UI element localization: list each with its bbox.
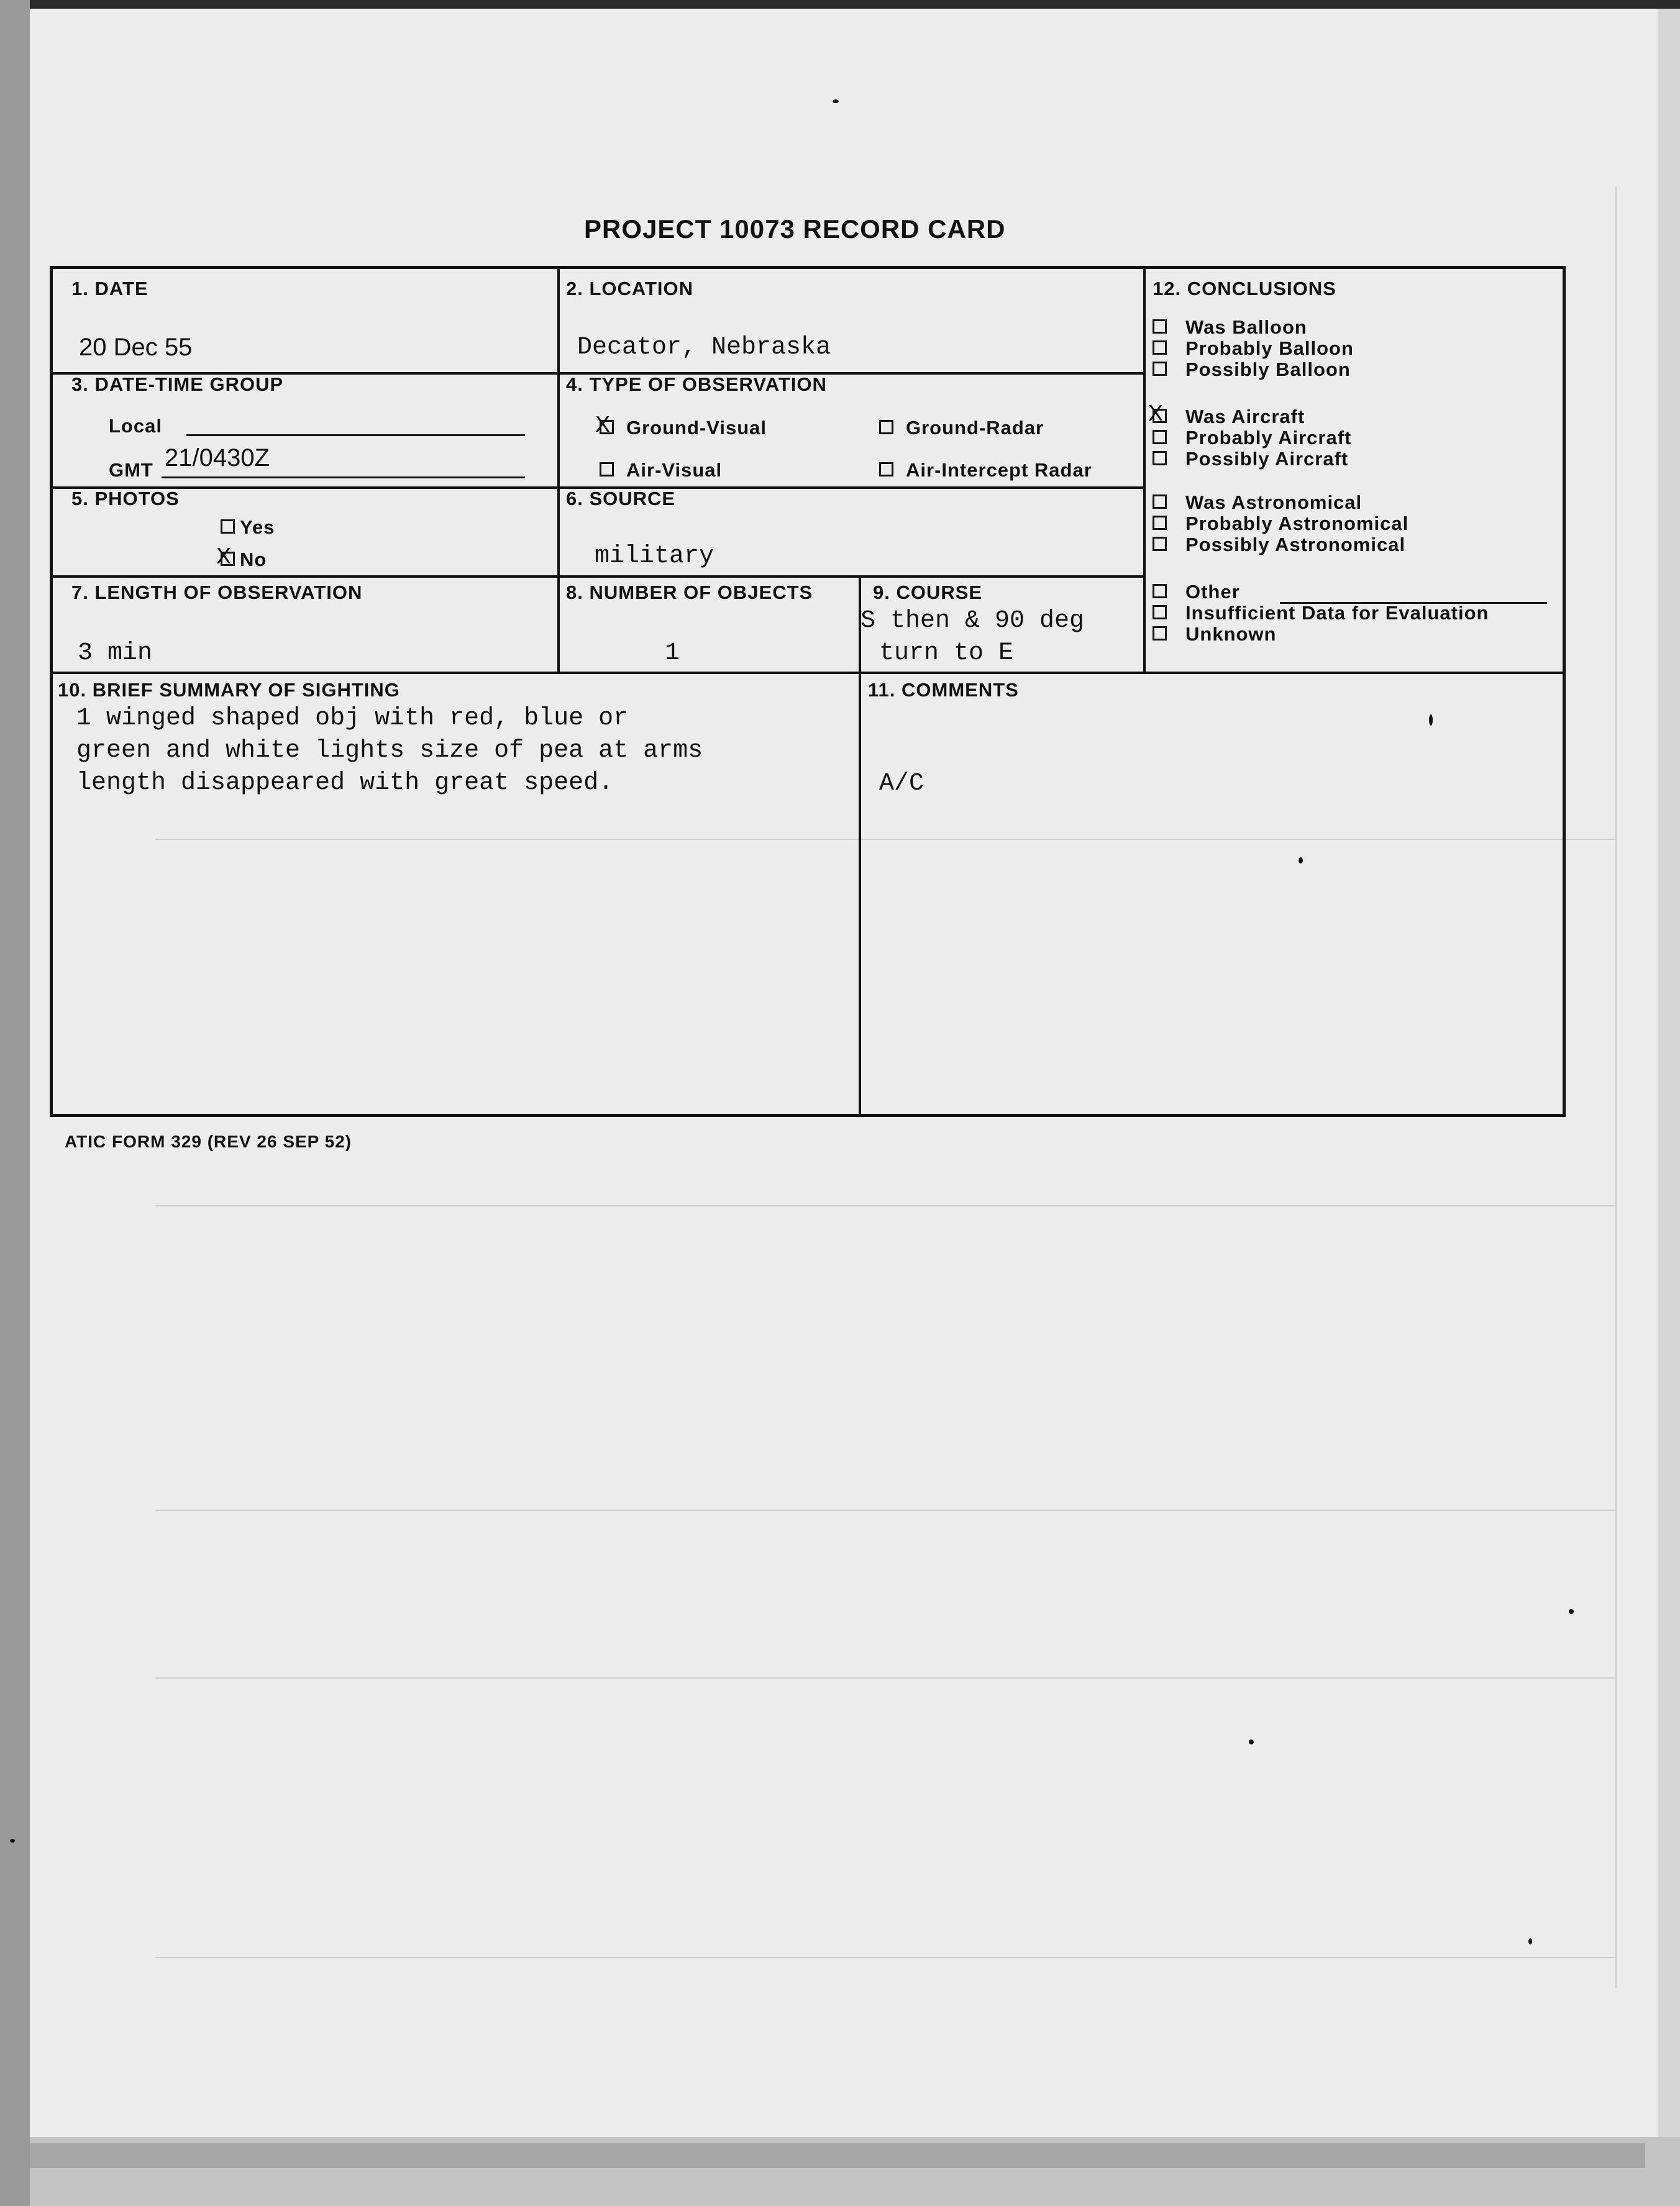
checkbox[interactable] [1153, 319, 1167, 334]
checkbox[interactable] [1153, 626, 1167, 640]
conclusion-option[interactable] [1153, 358, 1351, 381]
summary-line-2: green and white lights size of pea at arms [76, 737, 703, 765]
conclusions-label: 12. CONCLUSIONS [1153, 278, 1336, 299]
checkbox-checked[interactable] [221, 552, 235, 566]
gmt-value: 21/0430Z [165, 444, 270, 472]
location-label: 2. LOCATION [566, 278, 694, 299]
conclusion-label: Probably Aircraft [1185, 427, 1352, 449]
option-air-intercept-radar[interactable]: Air-Intercept Radar [879, 459, 1092, 481]
course-line-1: S then & 90 deg [861, 607, 1085, 635]
date-time-group-label: 3. DATE-TIME GROUP [71, 373, 284, 395]
number-of-objects-value: 1 [665, 639, 680, 667]
form-footer: ATIC FORM 329 (REV 26 SEP 52) [65, 1132, 352, 1151]
checkbox[interactable] [1153, 584, 1167, 598]
conclusion-label: Possibly Aircraft [1185, 448, 1349, 470]
rule [1143, 269, 1146, 672]
photos-label: 5. PHOTOS [71, 488, 180, 509]
location-value: Decator, Nebraska [577, 334, 831, 362]
scan-edge-top [0, 0, 1680, 9]
checkbox[interactable] [1153, 495, 1167, 509]
checkbox[interactable] [1153, 537, 1167, 551]
checkbox[interactable] [1153, 516, 1167, 530]
checkbox[interactable] [1153, 362, 1167, 376]
record-card [50, 266, 1566, 1117]
page-title: PROJECT 10073 RECORD CARD [584, 214, 1006, 244]
summary-line-1: 1 winged shaped obj with red, blue or [76, 704, 629, 732]
gmt-label: GMT [109, 459, 153, 481]
checkbox[interactable] [1153, 430, 1167, 444]
summary-line-3: length disappeared with great speed. [76, 769, 614, 797]
scan-speck [1528, 1938, 1532, 1944]
conclusion-option[interactable] [1153, 623, 1277, 645]
conclusion-label: Probably Balloon [1185, 337, 1354, 359]
length-value: 3 min [78, 639, 153, 667]
date-label: 1. DATE [71, 278, 148, 299]
conclusion-label: Was Astronomical [1185, 491, 1363, 513]
scan-speck [1249, 1739, 1254, 1744]
conclusion-label: Possibly Astronomical [1185, 534, 1406, 555]
conclusion-label: Other [1185, 581, 1240, 603]
comments-label: 11. COMMENTS [868, 679, 1019, 701]
course-line-2: turn to E [879, 639, 1014, 667]
rule [53, 672, 1563, 674]
conclusion-option[interactable] [1153, 406, 1305, 428]
local-field-line [186, 434, 525, 436]
conclusion-option[interactable] [1153, 513, 1408, 535]
gmt-field-line [162, 476, 525, 478]
conclusion-option[interactable] [1153, 581, 1240, 603]
course-label: 9. COURSE [873, 581, 983, 603]
comments-value: A/C [879, 770, 924, 798]
date-value: 20 Dec 55 [79, 334, 193, 361]
conclusion-option[interactable] [1153, 491, 1362, 514]
rule [557, 269, 560, 672]
conclusion-label: Was Balloon [1185, 316, 1307, 338]
conclusion-option[interactable] [1153, 534, 1405, 556]
summary-label: 10. BRIEF SUMMARY OF SIGHTING [58, 679, 400, 701]
source-label: 6. SOURCE [566, 488, 676, 509]
local-label: Local [109, 415, 162, 437]
checkbox[interactable] [879, 420, 893, 434]
conclusion-option[interactable] [1153, 337, 1354, 360]
scan-speck [1569, 1609, 1574, 1614]
observation-type-label: 4. TYPE OF OBSERVATION [566, 373, 827, 395]
scan-speck [10, 1839, 15, 1843]
conclusion-label: Unknown [1185, 623, 1277, 645]
conclusion-option[interactable] [1153, 448, 1348, 470]
conclusion-label: Probably Astronomical [1185, 513, 1409, 534]
conclusion-label: Insufficient Data for Evaluation [1185, 602, 1489, 624]
option-photos-no[interactable]: XNo [221, 549, 267, 571]
checkbox[interactable] [1153, 451, 1167, 465]
conclusion-label: Was Aircraft [1185, 406, 1305, 427]
option-air-visual[interactable]: Air-Visual [600, 459, 722, 481]
checkbox-checked[interactable] [600, 420, 614, 434]
checkbox[interactable] [221, 519, 235, 534]
source-value: military [595, 542, 714, 570]
length-label: 7. LENGTH OF OBSERVATION [71, 581, 363, 603]
option-ground-radar[interactable]: Ground-Radar [879, 417, 1044, 439]
scan-shadow [30, 2143, 1645, 2168]
conclusion-option[interactable] [1153, 316, 1307, 339]
checkbox[interactable] [600, 462, 614, 476]
conclusion-option[interactable] [1153, 602, 1489, 624]
scan-speck [833, 99, 839, 103]
checkbox-checked[interactable] [1153, 409, 1167, 423]
conclusion-label: Possibly Balloon [1185, 358, 1351, 380]
option-photos-yes[interactable]: Yes [221, 516, 275, 539]
checkbox[interactable] [879, 462, 893, 476]
option-ground-visual[interactable]: XGround-Visual [600, 417, 767, 439]
scan-edge-left [0, 0, 30, 2206]
rule [859, 575, 861, 1117]
number-of-objects-label: 8. NUMBER OF OBJECTS [566, 581, 813, 603]
rule [53, 575, 1143, 578]
conclusion-option[interactable] [1153, 427, 1351, 449]
checkbox[interactable] [1153, 605, 1167, 619]
checkbox[interactable] [1153, 340, 1167, 355]
